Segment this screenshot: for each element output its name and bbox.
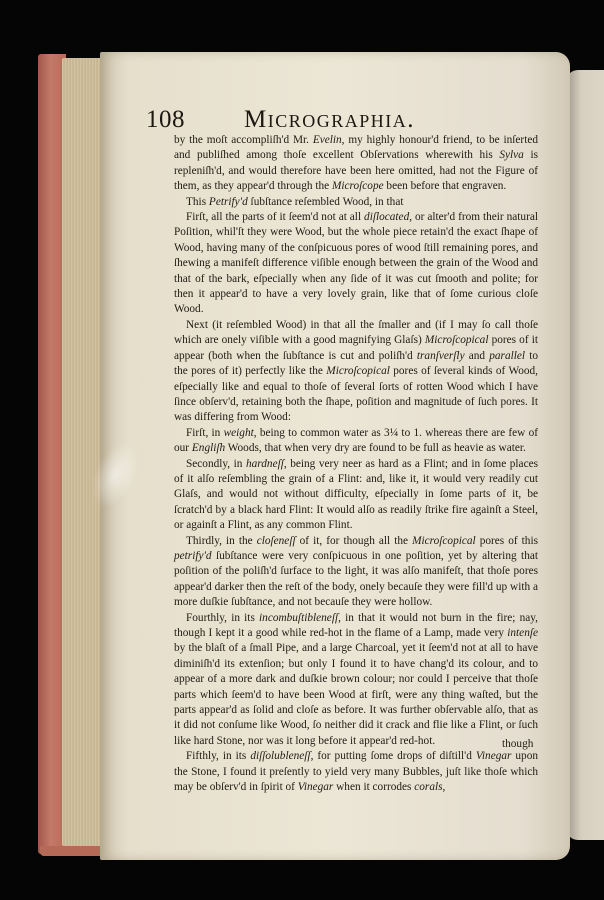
italic-term: Evelin bbox=[312, 134, 342, 146]
page-number: 108 bbox=[146, 106, 185, 133]
text-run: ſubſtance reſembled Wood, in that bbox=[247, 195, 404, 208]
text-run: ſubſtance were very conſpicuous in one poſition, yet by altering that poſition of the poliſh'd ſurface to the light, it was alſo manifeſt, that thoſe pores appear'd darker then the reſt of the body, onely becauſe they were fill'd up with a more duſkie ſubſtance, and not becauſe they were hollow. bbox=[174, 549, 538, 609]
italic-term: Petrify'd bbox=[208, 195, 248, 208]
italic-term: intenſe bbox=[507, 627, 538, 639]
italic-term: Microſcopical bbox=[424, 334, 489, 347]
text-run: been before that engraven. bbox=[383, 180, 507, 193]
italic-term: tranſverſly bbox=[416, 349, 465, 362]
text-run: This bbox=[186, 195, 209, 208]
text-run: , my highly honour'd friend, to be inſerted and publiſhed among thoſe excellent Obſervations wherewith his bbox=[174, 134, 538, 162]
text-run: Woods, that when very dry are found to be full as heavie as water. bbox=[225, 442, 526, 455]
paragraph bbox=[174, 457, 538, 534]
paragraph bbox=[174, 749, 538, 795]
text-run: pores of ſeveral kinds of Wood, eſpecially like and equal to thoſe of ſeveral ſorts of rotten Wood which I have ſince obſerv'd, retaining both the ſhape, poſition and magnitude of ſuch pores. It was differing from Wood: bbox=[174, 365, 538, 424]
italic-term: Vinegar bbox=[475, 750, 512, 763]
italic-term: cloſeneſſ bbox=[256, 534, 296, 547]
text-run: Next (it reſembled Wood) in that all the ſmaller and (if I may ſo call thoſe which are onely viſible with a good magnifying Glaſs) bbox=[174, 318, 538, 347]
text-run: is repleniſh'd, and would therefore have been here omitted, had not the Figure of them, as they appear'd through the bbox=[174, 149, 538, 193]
text-run: , bbox=[442, 781, 446, 794]
paragraph bbox=[174, 318, 538, 426]
italic-term: Sylva bbox=[499, 149, 524, 162]
text-run: by the blaſt of a ſmall Pipe, and a large Charcoal, yet it ſeem'd not at all to have diminiſh'd its extenſion; but only I found it to have chang'd its colour, and to appear of a more dark and duſkie brown colour; nor could I perceive that thoſe parts which ſeem'd to have been Wood at firſt, were any thing waſted, but the parts appear'd as ſolid and cloſe as before. It was further obſervable alſo, that as it did not conſume like Wood, ſo neither did it crack and flie like a Flint, or ſuch like hard Stone, nor was it long before it appear'd red-hot. bbox=[174, 642, 538, 747]
italic-term: petrify'd bbox=[174, 549, 212, 562]
paragraph bbox=[174, 210, 538, 318]
text-run: when it corrodes bbox=[333, 781, 415, 794]
text-run: pores of this bbox=[475, 534, 538, 547]
page-body-text bbox=[174, 133, 538, 795]
text-run: and bbox=[464, 349, 490, 362]
paragraph bbox=[174, 195, 538, 210]
italic-term: parallel bbox=[489, 349, 526, 362]
italic-term: diſſolubleneſſ bbox=[250, 750, 311, 763]
italic-term: Engliſh bbox=[191, 442, 226, 455]
text-run: to the pores of it) perfectly like the bbox=[174, 349, 538, 378]
text-run: Thirdly, in the bbox=[186, 534, 257, 547]
paragraph bbox=[174, 426, 538, 457]
italic-term: corals bbox=[414, 781, 443, 794]
text-run: by the moſt accompliſh'd Mr. bbox=[174, 134, 313, 146]
text-run: , being very neer as hard as a Flint; and in ſome places of it alſo reſembling the grain of a Flint: and, like it, it would very readily cut Glaſs, and would not without difficulty, eſpecially in ſome parts of it, be ſcratch'd by a black hard Flint: It would alſo as readily ſtrike fire againſt a Steel, or againſt a Flint, as any common Flint. bbox=[174, 457, 538, 532]
italic-term: Microſcopical bbox=[412, 534, 476, 547]
italic-term: Microſcope bbox=[331, 180, 384, 193]
text-run: Fourthly, in its bbox=[186, 611, 260, 624]
text-run: Firſt, in bbox=[186, 426, 224, 439]
text-run: Secondly, in bbox=[186, 457, 246, 470]
catchword: though bbox=[502, 738, 534, 750]
text-run: Fifthly, in its bbox=[186, 750, 251, 763]
facing-page bbox=[566, 70, 604, 840]
text-run: , or alter'd from their natural Poſition, whil'ſt they were Wood, but the whole piece retain'd the exact ſhape of Wood, having many of the conſpicuous pores of wood ſtill remaining pores, and ſhewing a manifeſt difference viſible enough between the grain of the Wood and that of the bark, eſpecially when any ſide of it was cut ſmooth and polite; for then it appear'd to have a very lovely grain, like that of ſome curious cloſe Wood. bbox=[174, 211, 538, 316]
text-run: , in that it would not burn in the fire; nay, though I kept it a good while red-hot in the flame of a Lamp, made very bbox=[174, 611, 538, 639]
text-run: upon the Stone, I found it preſently to yield very many Bubbles, juſt like thoſe which may be obſerv'd in ſpirit of bbox=[174, 750, 539, 794]
paragraph bbox=[174, 133, 538, 195]
italic-term: diſlocated bbox=[364, 211, 410, 224]
italic-term: Vinegar bbox=[297, 781, 334, 794]
running-title: Micrographia. bbox=[244, 106, 415, 133]
paragraph bbox=[174, 534, 538, 611]
text-run: pores of it appear (both when the ſubſtance is cut and poliſh'd bbox=[174, 334, 538, 362]
italic-term: weight bbox=[223, 426, 254, 439]
page-header bbox=[146, 106, 542, 136]
text-run: Firſt, all the parts of it ſeem'd not at all bbox=[186, 211, 365, 224]
italic-term: incombuſtibleneſſ bbox=[259, 611, 339, 624]
paragraph bbox=[174, 611, 538, 750]
italic-term: hardneſſ bbox=[246, 457, 284, 470]
text-run: , being to common water as 3¼ to 1. whereas there are few of our bbox=[174, 426, 538, 455]
text-run: , for putting ſome drops of diſtill'd bbox=[310, 750, 476, 763]
italic-term: Microſcopical bbox=[326, 365, 390, 378]
text-run: of it, for though all the bbox=[295, 534, 413, 547]
